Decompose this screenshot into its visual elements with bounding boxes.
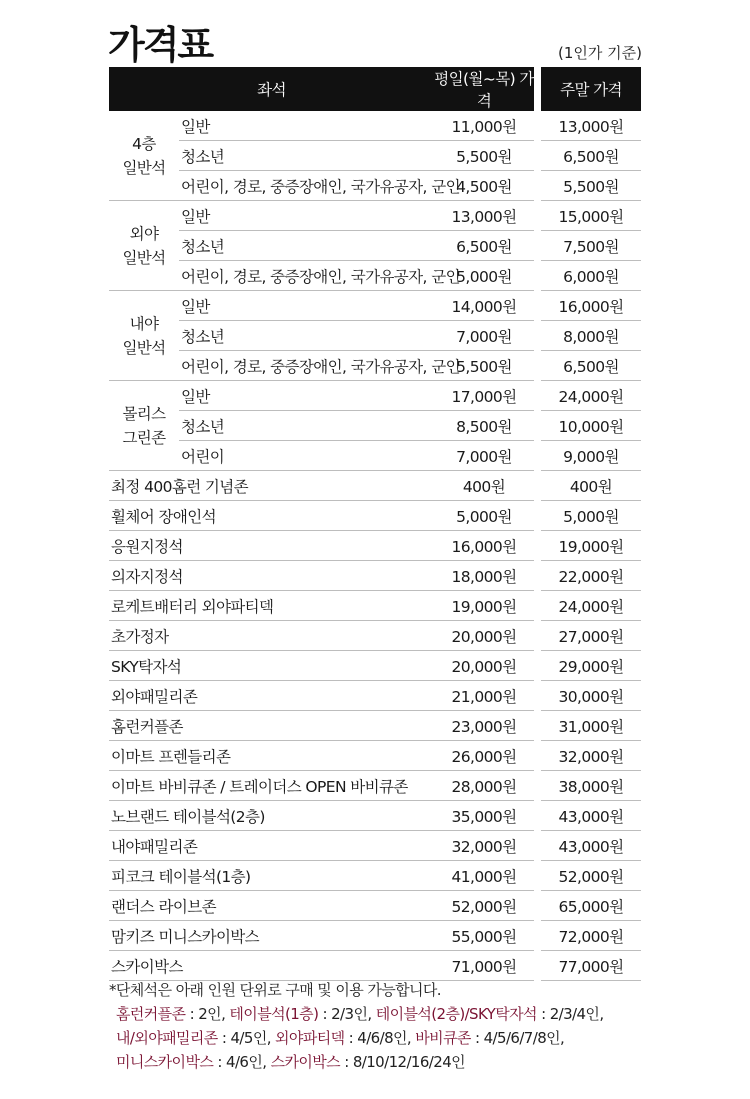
note-intro: *단체석은 아래 인원 단위로 구매 및 이용 가능합니다. <box>109 981 441 999</box>
seat-name: 내야패밀리존 <box>109 831 434 861</box>
weekday-price: 7,000원 <box>434 321 534 351</box>
weekend-price: 43,000원 <box>541 801 641 831</box>
table-row <box>109 381 641 411</box>
ticket-type: 어린이 <box>179 441 434 471</box>
seat-group-line: 일반석 <box>122 158 166 177</box>
ticket-type: 청소년 <box>179 231 434 261</box>
weekend-price: 24,000원 <box>541 591 641 621</box>
seat-name: 피코크 테이블석(1층) <box>109 861 434 891</box>
weekend-price: 15,000원 <box>541 201 641 231</box>
note-text: : 4/6/8인, <box>344 1029 416 1047</box>
ticket-type: 어린이, 경로, 중증장애인, 국가유공자, 군인 <box>179 351 434 381</box>
header-seat: 좌석 <box>109 67 434 111</box>
note-label: 외야파티덱 <box>275 1029 345 1047</box>
weekend-price: 32,000원 <box>541 741 641 771</box>
weekday-price: 35,000원 <box>434 801 534 831</box>
table-row <box>109 561 641 591</box>
weekday-price: 28,000원 <box>434 771 534 801</box>
table-row <box>109 261 641 291</box>
weekday-price: 52,000원 <box>434 891 534 921</box>
weekday-price: 7,000원 <box>434 441 534 471</box>
weekday-price: 5,000원 <box>434 501 534 531</box>
seat-group-line: 일반석 <box>122 338 166 357</box>
weekend-price: 77,000원 <box>541 951 641 981</box>
table-row <box>109 711 641 741</box>
weekend-price: 400원 <box>541 471 641 501</box>
weekend-price: 30,000원 <box>541 681 641 711</box>
table-row <box>109 651 641 681</box>
table-row <box>109 621 641 651</box>
table-row <box>109 111 641 141</box>
note-label: 테이블석(1층) <box>229 1005 319 1023</box>
seat-name: 노브랜드 테이블석(2층) <box>109 801 434 831</box>
weekend-price: 31,000원 <box>541 711 641 741</box>
weekday-price: 5,500원 <box>434 141 534 171</box>
weekend-price: 19,000원 <box>541 531 641 561</box>
table-row <box>109 201 641 231</box>
weekday-price: 16,000원 <box>434 531 534 561</box>
note-text: : 2인, <box>185 1005 230 1023</box>
weekend-price: 43,000원 <box>541 831 641 861</box>
weekend-price: 72,000원 <box>541 921 641 951</box>
weekday-price: 14,000원 <box>434 291 534 321</box>
note-text: : 2/3인, <box>318 1005 376 1023</box>
table-row <box>109 771 641 801</box>
weekday-price: 8,500원 <box>434 411 534 441</box>
table-row <box>109 801 641 831</box>
note-line <box>109 1050 669 1074</box>
group-seat-note <box>109 978 669 1074</box>
seat-name: 응원지정석 <box>109 531 434 561</box>
table-row <box>109 351 641 381</box>
weekday-price: 5,500원 <box>434 351 534 381</box>
table-row <box>109 681 641 711</box>
weekend-price: 10,000원 <box>541 411 641 441</box>
table-row <box>109 591 641 621</box>
seat-group-line: 내야 <box>129 314 159 333</box>
seat-name: 휠체어 장애인석 <box>109 501 434 531</box>
price-basis-note: (1인가 기준) <box>558 44 642 62</box>
seat-name: 로케트배터리 외야파티덱 <box>109 591 434 621</box>
ticket-type: 청소년 <box>179 141 434 171</box>
weekend-price: 7,500원 <box>541 231 641 261</box>
seat-group-line: 몰리스 <box>122 404 166 423</box>
weekday-price: 41,000원 <box>434 861 534 891</box>
note-label: 바비큐존 <box>415 1029 471 1047</box>
price-table <box>109 67 641 981</box>
ticket-type: 청소년 <box>179 411 434 441</box>
table-row <box>109 891 641 921</box>
note-label: 미니스카이박스 <box>116 1053 214 1071</box>
page-title: 가격표 <box>108 23 213 67</box>
weekday-price: 11,000원 <box>434 111 534 141</box>
table-header-row <box>109 67 641 111</box>
weekday-price: 5,000원 <box>434 261 534 291</box>
weekday-price: 20,000원 <box>434 651 534 681</box>
seat-name: 맘키즈 미니스카이박스 <box>109 921 434 951</box>
note-text: : 8/10/12/16/24인 <box>340 1053 466 1071</box>
table-row <box>109 831 641 861</box>
weekend-price: 22,000원 <box>541 561 641 591</box>
seat-group-line: 그린존 <box>122 428 166 447</box>
note-line <box>109 1026 669 1050</box>
weekday-price: 71,000원 <box>434 951 534 981</box>
weekday-price: 13,000원 <box>434 201 534 231</box>
table-row <box>109 321 641 351</box>
seat-name: 초가정자 <box>109 621 434 651</box>
table-row <box>109 921 641 951</box>
weekend-price: 6,500원 <box>541 351 641 381</box>
note-line <box>109 1002 669 1026</box>
seat-group-line: 4층 <box>132 134 156 153</box>
ticket-type: 일반 <box>179 201 434 231</box>
table-row <box>109 171 641 201</box>
weekday-price: 6,500원 <box>434 231 534 261</box>
seat-group-label <box>109 201 179 291</box>
ticket-type: 청소년 <box>179 321 434 351</box>
weekend-price: 29,000원 <box>541 651 641 681</box>
price-table-body <box>109 111 641 981</box>
ticket-type: 일반 <box>179 381 434 411</box>
weekday-price: 26,000원 <box>434 741 534 771</box>
note-label: 스카이박스 <box>270 1053 341 1071</box>
ticket-type: 어린이, 경로, 중증장애인, 국가유공자, 군인 <box>179 171 434 201</box>
weekend-price: 16,000원 <box>541 291 641 321</box>
header-weekday: 평일(월~목) 가격 <box>434 67 534 111</box>
note-text: : 4/5인, <box>217 1029 276 1047</box>
table-row <box>109 231 641 261</box>
weekend-price: 6,500원 <box>541 141 641 171</box>
ticket-type: 일반 <box>179 291 434 321</box>
ticket-type: 어린이, 경로, 중증장애인, 국가유공자, 군인 <box>179 261 434 291</box>
weekday-price: 55,000원 <box>434 921 534 951</box>
seat-name: 스카이박스 <box>109 951 434 981</box>
seat-group-label <box>109 111 179 201</box>
seat-group-label <box>109 381 179 471</box>
note-text: : 4/5/6/7/8인, <box>470 1029 565 1047</box>
weekend-price: 13,000원 <box>541 111 641 141</box>
table-row <box>109 441 641 471</box>
weekend-price: 65,000원 <box>541 891 641 921</box>
table-row <box>109 741 641 771</box>
weekend-price: 6,000원 <box>541 261 641 291</box>
table-row <box>109 501 641 531</box>
seat-name: 외야패밀리존 <box>109 681 434 711</box>
weekday-price: 23,000원 <box>434 711 534 741</box>
weekend-price: 8,000원 <box>541 321 641 351</box>
seat-name: 이마트 프렌들리존 <box>109 741 434 771</box>
seat-name: SKY탁자석 <box>109 651 434 681</box>
weekend-price: 5,500원 <box>541 171 641 201</box>
table-row <box>109 141 641 171</box>
table-row <box>109 471 641 501</box>
weekend-price: 9,000원 <box>541 441 641 471</box>
table-row <box>109 411 641 441</box>
seat-name: 랜더스 라이브존 <box>109 891 434 921</box>
weekend-price: 27,000원 <box>541 621 641 651</box>
table-row <box>109 951 641 981</box>
seat-name: 의자지정석 <box>109 561 434 591</box>
weekend-price: 24,000원 <box>541 381 641 411</box>
weekend-price: 5,000원 <box>541 501 641 531</box>
note-label: 홈런커플존 <box>116 1005 186 1023</box>
weekday-price: 20,000원 <box>434 621 534 651</box>
table-row <box>109 531 641 561</box>
weekday-price: 19,000원 <box>434 591 534 621</box>
note-text: : 4/6인, <box>213 1053 271 1071</box>
note-label: 테이블석(2층)/SKY탁자석 <box>375 1005 537 1023</box>
seat-name: 최정 400홈런 기념존 <box>109 471 434 501</box>
note-text: : 2/3/4인, <box>536 1005 604 1023</box>
weekend-price: 38,000원 <box>541 771 641 801</box>
seat-group-line: 일반석 <box>122 248 166 267</box>
seat-name: 홈런커플존 <box>109 711 434 741</box>
ticket-type: 일반 <box>179 111 434 141</box>
table-row <box>109 291 641 321</box>
header-weekend: 주말 가격 <box>541 67 641 111</box>
weekday-price: 21,000원 <box>434 681 534 711</box>
weekday-price: 400원 <box>434 471 534 501</box>
weekend-price: 52,000원 <box>541 861 641 891</box>
seat-group-label <box>109 291 179 381</box>
table-row <box>109 861 641 891</box>
weekday-price: 32,000원 <box>434 831 534 861</box>
weekday-price: 17,000원 <box>434 381 534 411</box>
weekday-price: 18,000원 <box>434 561 534 591</box>
note-label: 내/외야패밀리존 <box>116 1029 218 1047</box>
seat-name: 이마트 바비큐존 / 트레이더스 OPEN 바비큐존 <box>109 771 434 801</box>
weekday-price: 4,500원 <box>434 171 534 201</box>
seat-group-line: 외야 <box>129 224 159 243</box>
